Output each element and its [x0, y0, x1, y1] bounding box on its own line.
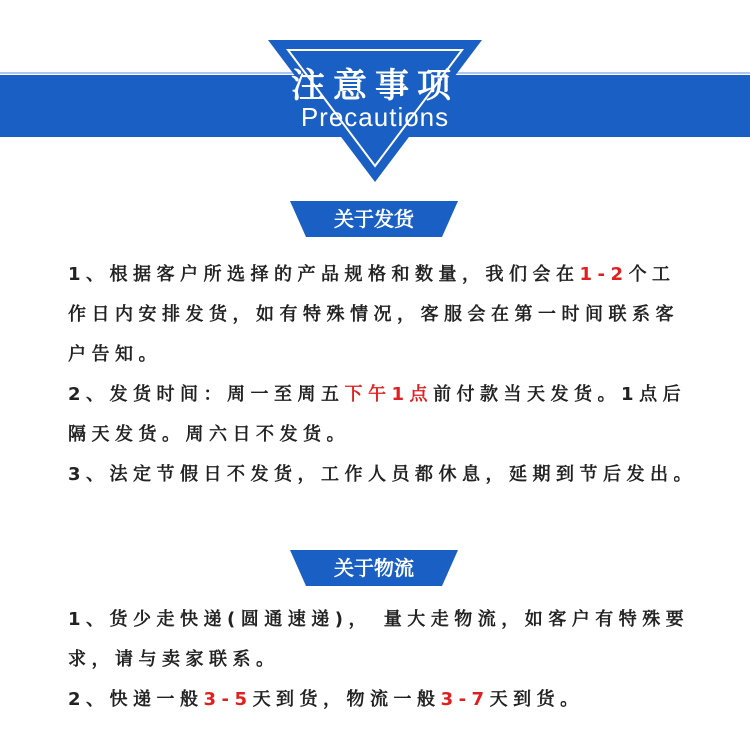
- text-line: 3、法定节假日不发货，工作人员都休息，延期到节后发出。: [68, 464, 698, 485]
- section-body-logistics: [68, 600, 708, 720]
- section-heading-label: 关于物流: [334, 556, 414, 580]
- text-line: 作日内安排发货，如有特殊情况，客服会在第一时间联系客: [68, 304, 679, 325]
- highlight-cutoff-time: 下午1点: [344, 384, 434, 405]
- highlight-days: 1-2: [579, 264, 629, 285]
- text-line: 户告知。: [68, 344, 162, 365]
- section-heading-logistics: [290, 550, 458, 586]
- text-line: 2、快递一般3-5天到货，物流一般3-7天到货。: [68, 689, 584, 710]
- highlight-freight-days: 3-7: [440, 689, 490, 710]
- section-heading-shipping: [290, 201, 458, 237]
- page-subtitle: Precautions: [300, 102, 450, 132]
- header-banner: [0, 0, 750, 190]
- section-body-shipping: [68, 255, 708, 495]
- text-line: 隔天发货。周六日不发货。: [68, 424, 350, 445]
- text-line: 2、发货时间：周一至周五下午1点前付款当天发货。1点后: [68, 384, 687, 405]
- text-line: 求，请与卖家联系。: [68, 649, 280, 670]
- highlight-express-days: 3-5: [203, 689, 253, 710]
- text-line: 1、货少走快递(圆通速递)， 量大走物流，如客户有特殊要: [68, 609, 690, 630]
- page-title: 注意事项: [291, 66, 459, 106]
- section-heading-label: 关于发货: [334, 207, 414, 231]
- text-line: 1、根据客户所选择的产品规格和数量，我们会在1-2个工: [68, 264, 676, 285]
